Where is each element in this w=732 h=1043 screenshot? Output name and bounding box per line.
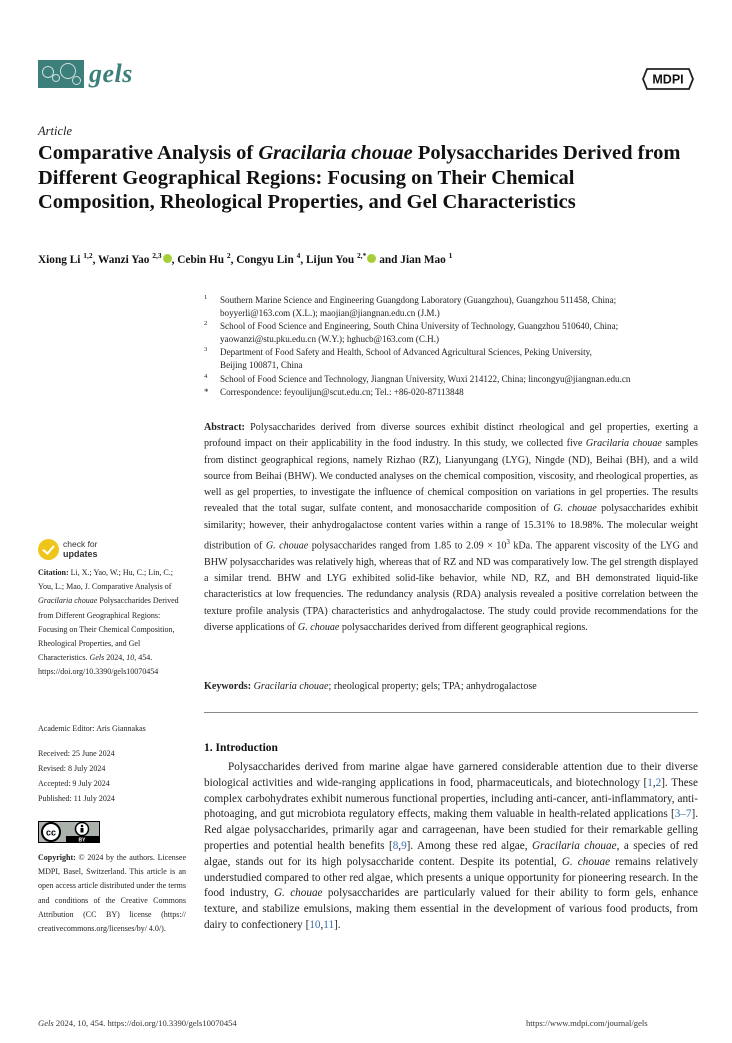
author[interactable]: Congyu Lin $^4$ [236, 251, 301, 266]
introduction-body: Polysaccharides derived from marine algae have garnered considerable attention due to their diverse biological activities and wide-ranging applications in food, pharmaceuticals, and biotechnology [1,2]. These complex carbohydrates exhibit numerous functional properties, including anti-cancer, anti-inflammatory, anti-photoaging, and gut microbiota regulatory effects, making them valuable in health-related applications [3–7]. Red algae polysaccharides, primarily agar and carrageenan, have been studied for their remarkable gelling properties and potential health benefits [8,9]. Among these red algae, Gracilaria chouae, a species of red algae, stands out for its high polysaccharide content. Despite its potential, G. chouae remains relatively understudied compared to other red algae, which presents a unique opportunity for pioneering research. In the food industry, G. chouae polysaccharides are particularly valued for their ability to form gels, enhance texture, and stabilize emulsions, making them essential in the development of various food products, from dairy to confectionery [10,11]. [204, 761, 698, 931]
cc-by-license-icon[interactable] [38, 821, 100, 843]
publisher-name: MDPI [652, 72, 684, 87]
revised-date: Revised: 8 July 2024 [38, 764, 106, 773]
journal-logo [38, 60, 84, 88]
check-updates-icon [38, 539, 59, 560]
article-type: Article [38, 124, 73, 138]
copyright-notice: Copyright: © 2024 by the authors. Licensee MDPI, Basel, Switzerland. This article is an open access article distributed under the terms and conditions of the Creative Commons Attribution (CC BY) license (https:// creativecommons.org/licenses/by/ 4.0/). [38, 853, 186, 934]
svg-text:BY: BY [78, 837, 86, 843]
affiliation: 4 School of Food Science and Technology, Jiangnan University, Wuxi 214122, China; lincongyu@jiangnan.edu.cn [204, 372, 631, 384]
reference-link[interactable]: 8 [392, 839, 399, 852]
section-divider [204, 712, 698, 713]
reference-link[interactable]: 11 [323, 918, 335, 931]
affiliation: 3 Department of Food Safety and Health, School of Advanced Agricultural Sciences, Peking University, Beijing 100871, China [204, 346, 592, 371]
accepted-date: Accepted: 9 July 2024 [38, 779, 110, 788]
author[interactable]: Jian Mao $^1$ [400, 251, 453, 266]
received-date: Received: 25 June 2024 [38, 749, 115, 758]
author[interactable]: Lijun You $^{2,*}$ [306, 254, 376, 266]
section-heading: 1. Introduction [204, 742, 278, 754]
published-date: Published: 11 July 2024 [38, 794, 115, 803]
reference-link[interactable]: 2 [655, 776, 662, 789]
citation: Citation: Li, X.; Yao, W.; Hu, C.; Lin, C.; You, L.; Mao, J. Comparative Analysis of Gracilaria chouae Polysaccharides Derived from Different Geographical Regions: Focusing on Their Chemical Composition, Rheological Properties, and Gel Characteristics. Gels 2024, 10, 454. https://doi.org/10.3390/gels10070454 [38, 568, 179, 677]
author-list: Xiong Li $^{1,2}$, Wanzi Yao $^{2,3}$ , Cebin Hu $^2$, Congyu Lin $^4$, Lijun You $^{2,*}$ and Jian Mao $^1$ [38, 251, 453, 266]
footer-citation: Gels 2024, 10, 454. https://doi.org/10.3390/gels10070454 [38, 1018, 237, 1028]
affiliations [204, 294, 698, 399]
footer-journal-url[interactable]: https://www.mdpi.com/journal/gels [526, 1018, 648, 1028]
journal-name: gels [89, 59, 133, 88]
mdpi-logo [640, 66, 696, 92]
abstract: Abstract: Polysaccharides derived from diverse sources exhibit distinct rheological and gel properties, exerting a profound impact on their applicability in the food industry. In this study, we collected five Gracilaria chouae samples from distinct geographical regions, namely Rizhao (RZ), Lianyungang (LYG), Ningde (ND), Beihai (BH), and a wild source from Beihai (BHW). We conducted analyses on the chemical composition, viscosity, and rheological properties, as well as gel properties, to investigate the influence of chemical composition on variations in gel properties. The results revealed that the total sugar, sulfate content, and monosaccharide composition of G. chouae polysaccharides exhibit similarity; however, their anhydrogalactose content varies within a range of 15.31% to 18.98%. The molecular weight distribution of G. chouae polysaccharides ranged from 1.85 to $2.09 \times 10^3$ kDa. The apparent viscosity of the LYG and BHW polysaccharides was relatively high, whereas that of RZ and ND was comparatively low. The gel strength displayed a similar trend. BHW and LYG exhibited solid-like behavior, while ND, RZ, and BH demonstrated liquid-like characteristics at low frequencies. The redundancy analysis (RDA) analysis revealed a positive correlation between the texture profile analysis (TPA) characteristics and anhydrogalactose. The study could provide recommendations for the diverse applications of G. chouae polysaccharides derived from different geographical regions. [204, 422, 698, 633]
orcid-icon[interactable] [163, 254, 172, 263]
reference-link[interactable]: 7 [685, 808, 692, 821]
academic-editor: Academic Editor: Aris Giannakas [38, 724, 146, 733]
article-title: Comparative Analysis of Gracilaria chouae Polysaccharides Derived from Different Geographical Regions: Focusing on Their Chemical Composition, Rheological Properties, and Gel Characteristics [38, 142, 681, 213]
reference-link[interactable]: 10 [309, 918, 321, 931]
author[interactable]: Cebin Hu $^2$ [177, 251, 231, 266]
author[interactable]: Wanzi Yao $^{2,3}$ [98, 254, 172, 266]
reference-link[interactable]: 1 [647, 776, 653, 789]
affiliation: 2 School of Food Science and Engineering, South China University of Technology, Guangzhou 510640, China; yaowanzi@stu.pku.edu.cn (W.Y.); hghucb@163.com (C.H.) [204, 320, 619, 345]
author[interactable]: Xiong Li $^{1,2}$ [38, 251, 93, 266]
reference-link[interactable]: 9 [401, 839, 407, 852]
check-for-updates-button[interactable]: check for updates [38, 539, 158, 561]
svg-text:cc: cc [45, 827, 57, 838]
correspondence: * Correspondence: feyoulijun@scut.edu.cn; Tel.: +86-020-87113848 [204, 386, 464, 397]
reference-link[interactable]: 3 [674, 808, 681, 821]
affiliation: 1 Southern Marine Science and Engineering Guangdong Laboratory (Guangzhou), Guangzhou 511458, China; boyyerli@163.com (X.L.); maojian@jiangnan.edu.cn (J.M.) [204, 294, 617, 319]
keywords: Keywords: Gracilaria chouae; rheological property; gels; TPA; anhydrogalactose [204, 681, 537, 692]
publication-dates [38, 746, 188, 806]
